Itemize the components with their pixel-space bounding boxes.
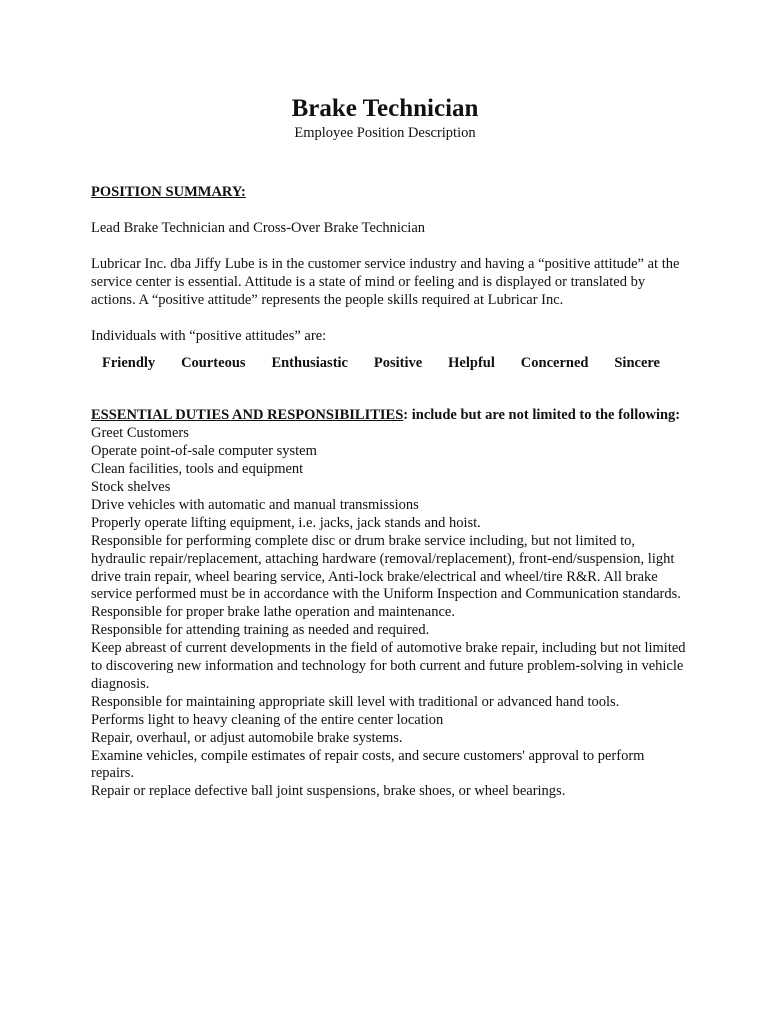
trait-item: Concerned	[520, 355, 589, 372]
list-item: Properly operate lifting equipment, i.e. jacks, jack stands and hoist.	[91, 514, 481, 531]
traits-row	[102, 345, 660, 373]
list-item: Performs light to heavy cleaning of the entire center location	[91, 711, 444, 728]
list-item: Keep abreast of current developments in the field of automotive brake repair, including but not limited to discovering new information and technology for both current and future problem-solving in vehicle diagnosis.	[91, 640, 686, 692]
list-item: Drive vehicles with automatic and manual transmissions	[91, 496, 419, 513]
position-summary-heading: POSITION SUMMARY:	[91, 184, 246, 200]
list-item: Operate point-of-sale computer system	[91, 443, 317, 460]
duties-heading-underlined: ESSENTIAL DUTIES AND RESPONSIBILITIES	[91, 407, 404, 424]
list-item: Repair or replace defective ball joint suspensions, brake shoes, or wheel bearings.	[91, 783, 566, 800]
trait-item: Helpful	[448, 355, 495, 372]
document-title: Brake Technician	[291, 95, 479, 122]
duties-heading-rest: : include but are not limited to the following:	[403, 407, 681, 424]
trait-item: Enthusiastic	[271, 355, 348, 372]
list-item: Examine vehicles, compile estimates of repair costs, and secure customers' approval to perform repairs.	[91, 747, 645, 782]
summary-paragraph: Lubricar Inc. dba Jiffy Lube is in the customer service industry and having a “positive attitude” at the service center is essential. Attitude is a state of mind or feeling and is displayed or translated by actions. A “positive attitude” represents the people skills required at Lubricar Inc.	[91, 255, 680, 308]
list-item: Responsible for attending training as needed and required.	[91, 622, 430, 639]
trait-item: Courteous	[181, 355, 246, 372]
duties-heading	[91, 407, 691, 425]
document-body	[91, 184, 691, 801]
list-item: Responsible for proper brake lathe operation and maintenance.	[91, 604, 455, 621]
trait-item: Sincere	[614, 355, 660, 372]
list-item: Repair, overhaul, or adjust automobile brake systems.	[91, 729, 403, 746]
list-item: Responsible for maintaining appropriate skill level with traditional or advanced hand tools.	[91, 693, 620, 710]
list-item: Clean facilities, tools and equipment	[91, 461, 304, 478]
trait-item: Positive	[373, 355, 423, 372]
duties-list	[91, 425, 691, 801]
document-subtitle: Employee Position Description	[294, 125, 476, 141]
list-item: Responsible for performing complete disc or drum brake service including, but not limited to, hydraulic repair/replacement, attaching hardware (removal/replacement), front-end/suspension, light drive train repair, wheel bearing service, Anti-lock brake/electrical and wheel/tire R&R. All brake service performed must be in accordance with the Uniform Inspection and Communication standards.	[91, 532, 681, 603]
trait-item: Friendly	[102, 355, 156, 372]
position-title-line: Lead Brake Technician and Cross-Over Brake Technician	[91, 219, 426, 236]
list-item: Stock shelves	[91, 478, 171, 495]
traits-intro: Individuals with “positive attitudes” are:	[91, 327, 327, 344]
list-item: Greet Customers	[91, 425, 189, 442]
